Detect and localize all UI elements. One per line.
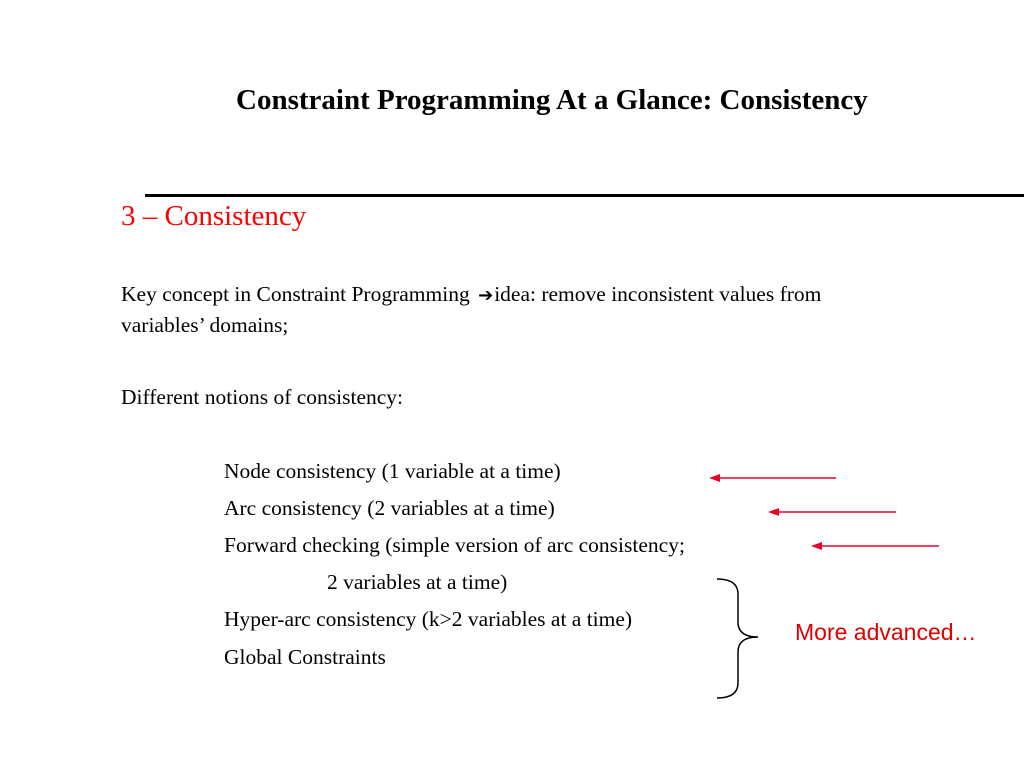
list-item-forward-checking: Forward checking (simple version of arc consistency; (224, 533, 685, 557)
right-arrow-icon: ➔ (478, 285, 494, 306)
notions-intro: Different notions of consistency: (121, 385, 404, 409)
list-item-global-constraints: Global Constraints (224, 645, 386, 669)
key-concept-line-2: variables’ domains; (121, 313, 289, 337)
section-heading: 3 – Consistency (121, 200, 307, 232)
key-concept-text-after: idea: remove inconsistent values from (494, 282, 822, 306)
list-item-forward-checking-cont: 2 variables at a time) (327, 570, 508, 594)
more-advanced-annotation: More advanced… (795, 619, 977, 645)
pointer-arrow-node (709, 474, 836, 482)
key-concept-text-before: Key concept in Constraint Programming (121, 282, 476, 306)
right-brace-icon (717, 579, 758, 698)
list-item-node-consistency: Node consistency (1 variable at a time) (224, 459, 561, 483)
list-item-arc-consistency: Arc consistency (2 variables at a time) (224, 496, 555, 520)
pointer-arrow-arc (768, 508, 896, 516)
slide-title: Constraint Programming At a Glance: Consistency (236, 84, 868, 116)
pointer-arrow-forward (811, 542, 939, 550)
list-item-hyper-arc-consistency: Hyper-arc consistency (k>2 variables at a time) (224, 607, 633, 631)
